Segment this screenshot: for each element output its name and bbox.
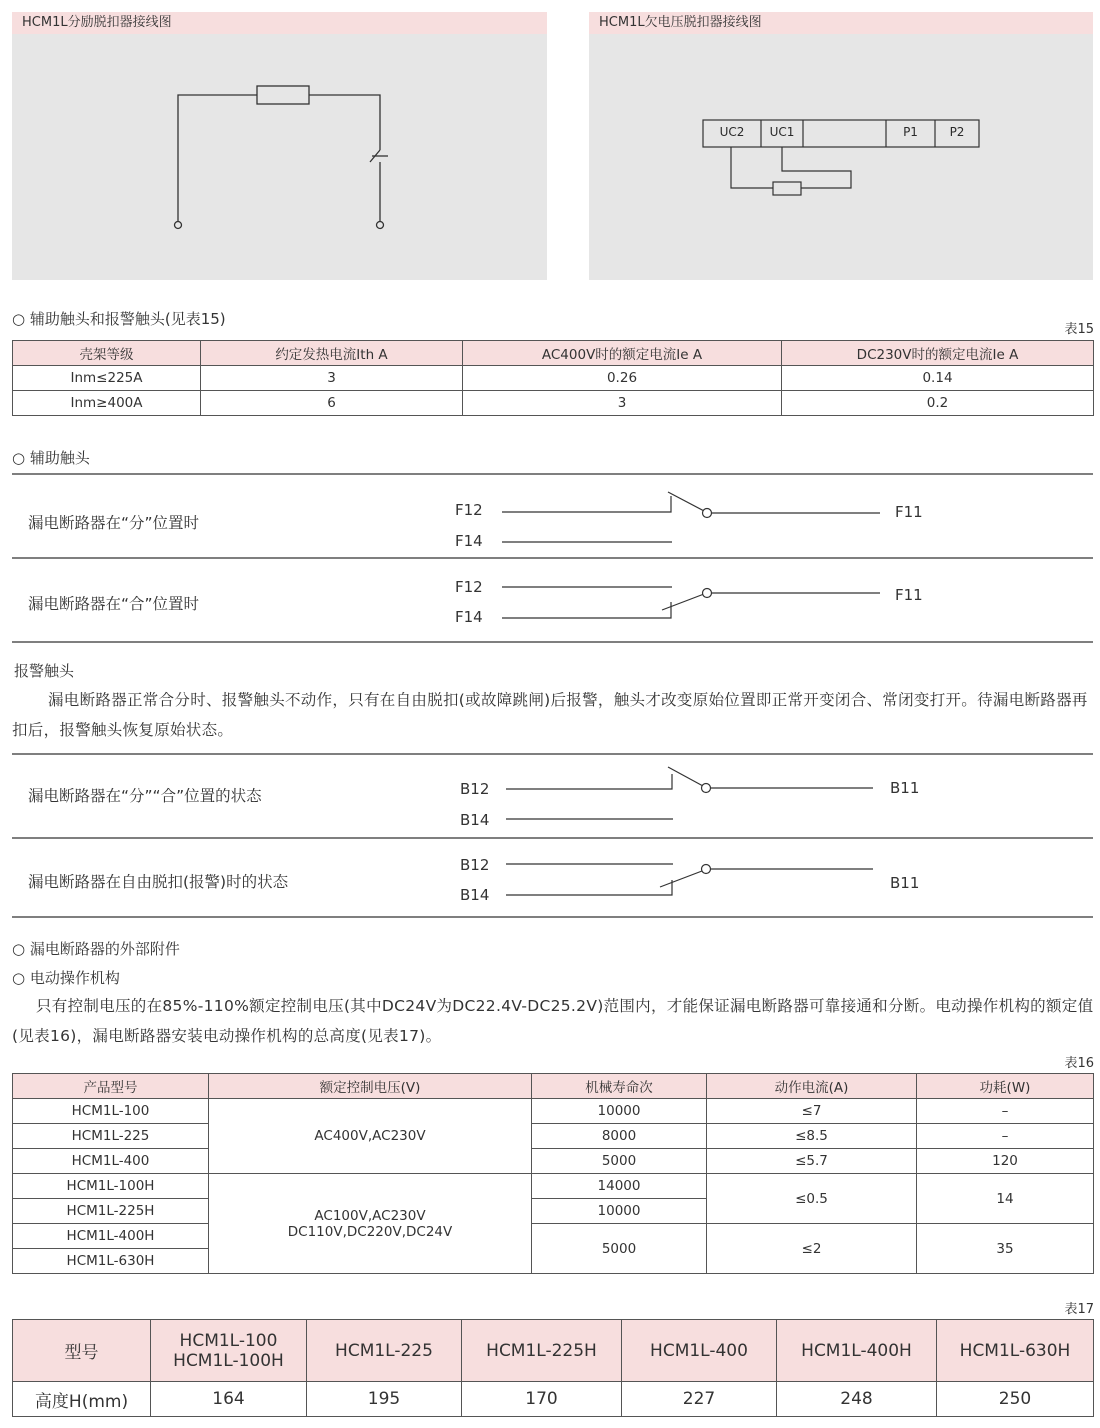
table17-model: HCM1L-630H [937, 1320, 1094, 1382]
height-cell: 164 [151, 1382, 307, 1417]
undervoltage-release-panel [589, 12, 1093, 280]
alarm-description: 漏电断路器正常合分时、报警触头不动作，只有在自由脱扣(或故障跳闸)后报警，触头才改变原始位置即正常开变闭合、常闭变打开。待漏电断路器再扣后，报警触头恢复原始状态。 [12, 691, 1088, 739]
table-row [13, 366, 1094, 391]
terminal-uc2: UC2 [719, 125, 745, 139]
power-cell: 14 [917, 1174, 1094, 1224]
height-cell: 227 [622, 1382, 777, 1417]
life-cell: 5000 [532, 1224, 707, 1274]
voltage-line: DC110V,DC220V,DC24V [287, 1223, 453, 1240]
table15-cell: 0.26 [463, 366, 782, 391]
model-name: HCM1L-100H [173, 1350, 284, 1371]
model-cell: HCM1L-400H [13, 1224, 209, 1249]
table16-header: 动作电流(A) [707, 1074, 917, 1099]
table15-cell: 3 [201, 366, 463, 391]
life-cell: 14000 [532, 1174, 707, 1199]
pin-f12: F12 [455, 578, 483, 596]
table15-cell: 0.14 [782, 366, 1094, 391]
height-cell: 195 [307, 1382, 462, 1417]
power-cell: 120 [917, 1149, 1094, 1174]
power-cell: – [917, 1124, 1094, 1149]
table16 [12, 1073, 1094, 1274]
table-row [13, 1174, 1094, 1199]
table17 [12, 1319, 1094, 1417]
table15-header: 壳架等级 [13, 341, 201, 366]
table-row [13, 1099, 1094, 1124]
current-cell: ≤7 [707, 1099, 917, 1124]
life-cell: 10000 [532, 1099, 707, 1124]
table15-header: DC230V时的额定电流Ie A [782, 341, 1094, 366]
table16-label: 表16 [1064, 1056, 1094, 1071]
shunt-release-panel [12, 12, 547, 280]
alarm-trip-state-label: 漏电断路器在自由脱扣(报警)时的状态 [28, 873, 289, 891]
pin-f11: F11 [895, 503, 923, 521]
life-cell: 10000 [532, 1199, 707, 1224]
height-cell: 170 [462, 1382, 622, 1417]
current-cell: ≤5.7 [707, 1149, 917, 1174]
current-cell: ≤0.5 [707, 1174, 917, 1224]
table17-row-label: 高度H(mm) [13, 1382, 151, 1417]
height-cell: 250 [937, 1382, 1094, 1417]
shunt-release-diagram [12, 12, 547, 280]
table15-cell: 3 [463, 391, 782, 416]
table17-model: HCM1L-400H [777, 1320, 937, 1382]
life-cell: 5000 [532, 1149, 707, 1174]
power-cell: – [917, 1099, 1094, 1124]
model-cell: HCM1L-400 [13, 1149, 209, 1174]
pin-f11: F11 [895, 586, 923, 604]
aux-off-state-label: 漏电断路器在“分”位置时 [28, 514, 200, 532]
voltage-cell: AC400V,AC230V [209, 1099, 532, 1174]
terminal-uc1: UC1 [769, 125, 795, 139]
table17-model: HCM1L-225H [462, 1320, 622, 1382]
aux-on-state-label: 漏电断路器在“合”位置时 [28, 595, 200, 613]
model-cell: HCM1L-225 [13, 1124, 209, 1149]
table-row [13, 1149, 1094, 1174]
pin-f14: F14 [455, 532, 483, 550]
alarm-heading: 报警触头 [14, 662, 75, 680]
current-cell: ≤2 [707, 1224, 917, 1274]
model-cell: HCM1L-100 [13, 1099, 209, 1124]
pin-b12: B12 [460, 780, 490, 798]
table15-cell: 6 [201, 391, 463, 416]
voltage-line: AC100V,AC230V [314, 1207, 426, 1224]
current-cell: ≤8.5 [707, 1124, 917, 1149]
pin-b14: B14 [460, 811, 490, 829]
table15 [12, 340, 1094, 416]
table15-cell: Inm≥400A [13, 391, 201, 416]
table16-header: 产品型号 [13, 1074, 209, 1099]
section-aux-heading: ○ 辅助触头 [12, 449, 90, 467]
table-row [13, 391, 1094, 416]
model-cell: HCM1L-225H [13, 1199, 209, 1224]
table-row [13, 1224, 1094, 1249]
table17-header-label: 型号 [13, 1320, 151, 1382]
undervoltage-release-diagram [589, 12, 1093, 280]
motor-paragraph: 只有控制电压的在85%-110%额定控制电压(其中DC24V为DC22.4V-DC25.2V)范围内，才能保证漏电断路器可靠接通和分断。电动操作机构的额定值(见表16)，漏电断路器安装电动操作机构的总高度(见表17)。 [12, 997, 1094, 1045]
model-cell: HCM1L-630H [13, 1249, 209, 1274]
height-cell: 248 [777, 1382, 937, 1417]
section-motor-heading: ○ 电动操作机构 [12, 969, 120, 987]
table15-cell: 0.2 [782, 391, 1094, 416]
model-cell: HCM1L-100H [13, 1174, 209, 1199]
table15-label: 表15 [1064, 322, 1094, 337]
section-external-heading: ○ 漏电断路器的外部附件 [12, 940, 180, 958]
alarm-normal-state-label: 漏电断路器在“分”“合”位置的状态 [28, 787, 262, 805]
table15-cell: Inm≤225A [13, 366, 201, 391]
table17-label: 表17 [1064, 1302, 1094, 1317]
power-cell: 35 [917, 1224, 1094, 1274]
terminal-p1: P1 [903, 125, 918, 139]
table16-header: 机械寿命次 [532, 1074, 707, 1099]
pin-b12: B12 [460, 856, 490, 874]
table17-model: HCM1L-400 [622, 1320, 777, 1382]
table15-header: 约定发热电流Ith A [201, 341, 463, 366]
pin-b11: B11 [890, 874, 920, 892]
table17-model [151, 1320, 307, 1382]
undervoltage-release-title: HCM1L欠电压脱扣器接线图 [589, 12, 1093, 34]
life-cell: 8000 [532, 1124, 707, 1149]
pin-b14: B14 [460, 886, 490, 904]
table16-header: 额定控制电压(V) [209, 1074, 532, 1099]
table-row [13, 1124, 1094, 1149]
aux-contact-diagrams [0, 470, 1100, 670]
shunt-release-title: HCM1L分励脱扣器接线图 [12, 12, 547, 34]
pin-b11: B11 [890, 779, 920, 797]
pin-f14: F14 [455, 608, 483, 626]
terminal-p2: P2 [949, 125, 965, 139]
table16-header: 功耗(W) [917, 1074, 1094, 1099]
table-row [13, 1382, 1094, 1417]
pin-f12: F12 [455, 501, 483, 519]
section-aux-alarm-heading: ○ 辅助触头和报警触头(见表15) [12, 310, 226, 328]
voltage-cell [209, 1174, 532, 1274]
table15-header: AC400V时的额定电流Ie A [463, 341, 782, 366]
table17-model: HCM1L-225 [307, 1320, 462, 1382]
alarm-contact-diagrams [0, 750, 1100, 950]
model-name: HCM1L-100 [179, 1330, 278, 1351]
